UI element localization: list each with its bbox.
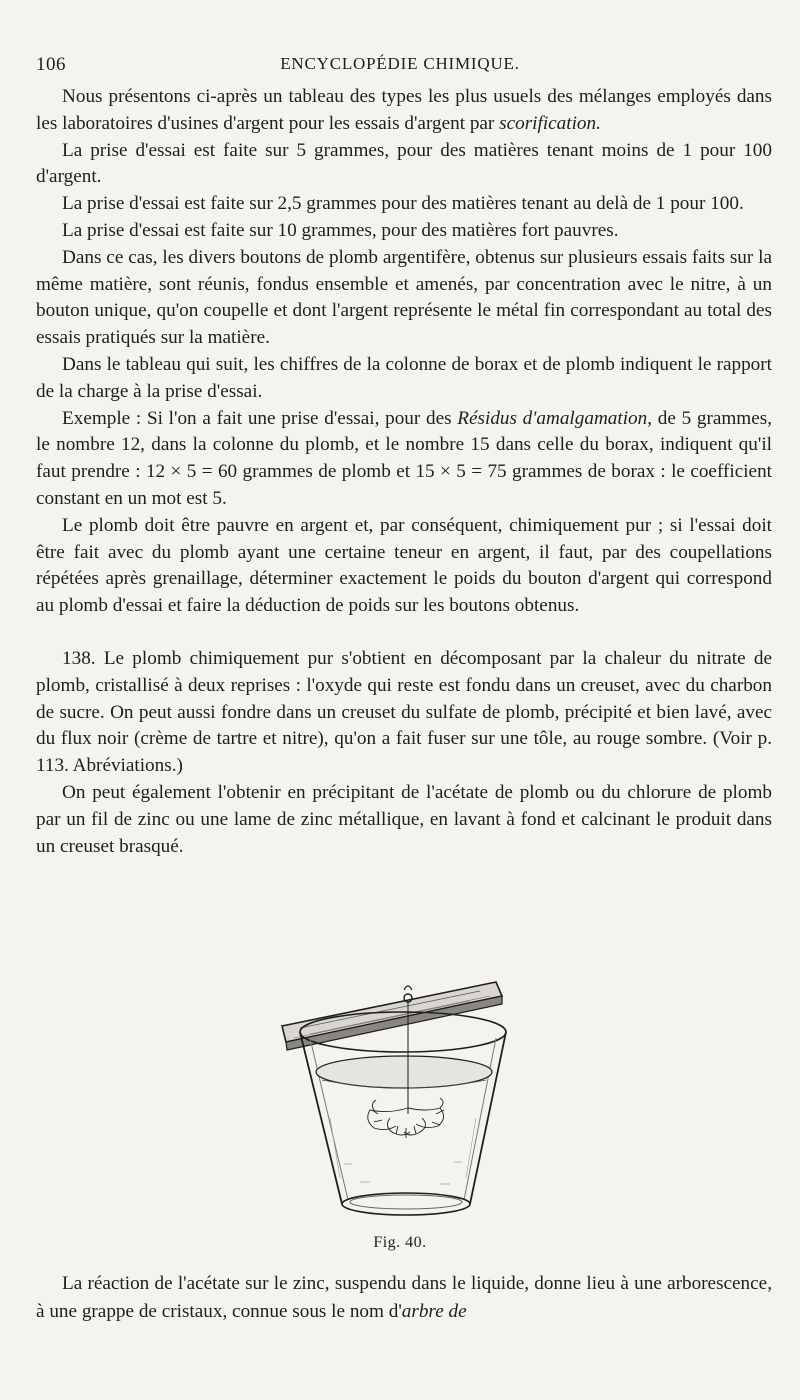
paragraph-text: La réaction de l'acétate sur le zinc, suspendu dans le liquide, donne lieu à une arborescence, à une grappe de cristaux, connue sous le nom d'	[36, 1273, 772, 1322]
paragraph	[36, 1270, 772, 1326]
paragraph: Le plomb doit être pauvre en argent et, par conséquent, chimiquement pur ; si l'essai doit être fait avec du plomb ayant une certaine teneur en argent, il faut, par des coupellations répétées après grenaillage, déterminer exactement le poids du bouton d'argent qui correspond au plomb d'essai et faire la déduction de poids sur les boutons obtenus.	[36, 514, 772, 617]
italic-term: scorification.	[499, 112, 601, 134]
liquid	[316, 1056, 492, 1178]
body-text-continued	[36, 1270, 772, 1326]
paragraph: Dans ce cas, les divers boutons de plomb argentifère, obtenus sur plusieurs essais faits sur la même matière, sont réunis, fondus ensemble et amenés, par concentration avec le nitre, à un bouton unique, qu'on coupelle et dont l'argent représente le métal fin correspondant au total des essais pratiqués sur la matière.	[36, 246, 772, 349]
italic-term: Résidus d'amalgamation,	[457, 407, 653, 429]
paragraph: On peut également l'obtenir en précipitant de l'acétate de plomb ou du chlorure de plomb par un fil de zinc ou une lame de zinc métallique, en lavant à fond et calcinant le produit dans un creuset brasqué.	[36, 781, 772, 857]
lead-tree-crystals	[368, 1098, 444, 1138]
paragraph: Dans le tableau qui suit, les chiffres de la colonne de borax et de plomb indiquent le rapport de la charge à la prise d'essai.	[36, 353, 772, 402]
beaker-illustration	[270, 968, 540, 1230]
paragraph: La prise d'essai est faite sur 10 grammes, pour des matières fort pauvres.	[62, 219, 619, 241]
glass-beaker	[300, 1012, 506, 1215]
paragraph: La prise d'essai est faite sur 5 grammes, pour des matières tenant moins de 1 pour 100 d'argent.	[36, 139, 772, 188]
paragraph	[36, 84, 772, 138]
page-header	[36, 54, 764, 80]
paragraph-text: Nous présentons ci-après un tableau des types les plus usuels des mélanges employés dans les laboratoires d'usines d'argent pour les essais d'argent par	[36, 86, 772, 134]
paragraph-section-138: 138. Le plomb chimiquement pur s'obtient en décomposant par la chaleur du nitrate de plomb, cristallisé à deux reprises : l'oxyde qui reste est fondu dans un creuset, avec du charbon de sucre. On peut aussi fondre dans un creuset du sulfate de plomb, précipité et bien lavé, avec du flux noir (crème de tartre et nitre), qu'on a fait fuser sur une tôle, au rouge sombre. (Voir p. 113. Abréviations.)	[36, 647, 772, 777]
figure-lead-tree-glass	[270, 968, 540, 1230]
paragraph-text: de 5 grammes, le nombre 12, dans la colonne du plomb, et le nombre 15 dans celle du borax, indiquent qu'il faut prendre : 12 × 5 = 60 grammes de plomb et 15 × 5 = 75 grammes de borax : le coefficient constant en un mot est 5.	[36, 407, 773, 509]
paragraph	[36, 406, 772, 513]
italic-term: arbre de	[401, 1301, 467, 1322]
paragraph-text: Exemple : Si l'on a fait une prise d'essai, pour des	[62, 407, 458, 429]
figure-caption: Fig. 40.	[373, 1234, 427, 1251]
page-number: 106	[36, 54, 66, 75]
body-text	[36, 84, 772, 860]
paragraph: La prise d'essai est faite sur 2,5 grammes pour des matières tenant au delà de 1 pour 100.	[62, 193, 744, 215]
running-title: ENCYCLOPÉDIE CHIMIQUE.	[280, 54, 520, 73]
water-shading	[344, 1162, 462, 1184]
